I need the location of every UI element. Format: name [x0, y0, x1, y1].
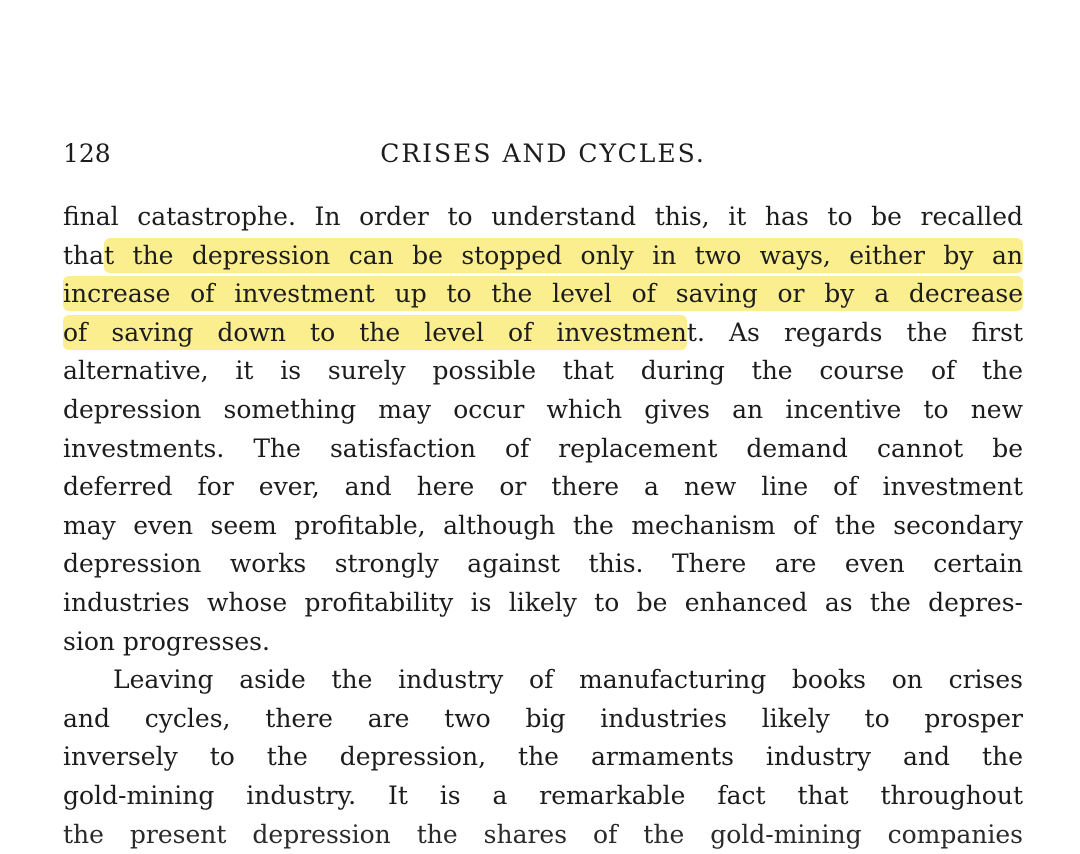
text-line: and cycles, there are two big industries likely to prosper — [63, 703, 1023, 733]
text-line: depression works strongly against this. There are even certain — [63, 549, 1023, 579]
text-line: investments. The satisfaction of replacement demand cannot be — [63, 433, 1023, 463]
highlighted-text: increase of investment up to the level of saving or by a decrease — [63, 276, 1023, 311]
text-line: final catastrophe. In order to understand this, it has to be recalled — [63, 202, 1023, 231]
text-line — [63, 275, 1023, 314]
text-line: gold-mining industry. It is a remarkable fact that throughout — [63, 780, 1023, 810]
highlighted-text: of saving down to the level of investmen — [63, 315, 687, 350]
text-line: depression something may occur which gives an incentive to new — [63, 394, 1023, 424]
paragraph-1 — [63, 198, 1023, 661]
text-line: inversely to the depression, the armaments industry and the — [63, 742, 1023, 772]
text-line: sion progresses. — [63, 626, 270, 656]
text-line: deferred for ever, and here or there a new line of investment — [63, 472, 1023, 502]
text-line — [63, 314, 1023, 353]
text-line: alternative, it is surely possible that during the course of the — [63, 356, 1023, 386]
text-line-cut-off: the present depression the shares of the gold-mining companies — [63, 819, 1023, 849]
text-line — [63, 237, 1023, 276]
page-number: 128 — [63, 139, 111, 168]
text-line: Leaving aside the industry of manufacturing books on crises — [113, 665, 1023, 695]
running-title: CRISES AND CYCLES. — [380, 139, 706, 168]
text-segment: tha — [63, 240, 105, 270]
paragraph-2 — [63, 661, 1023, 849]
running-head — [63, 134, 1023, 174]
text-segment: t. As regards the first — [686, 317, 1023, 347]
body-text — [63, 198, 1023, 849]
highlighted-text: t the depression can be stopped only in two ways, either by an — [104, 238, 1023, 273]
text-line: industries whose profitability is likely to be enhanced as the depres- — [63, 587, 1023, 617]
text-line: may even seem profitable, although the mechanism of the secondary — [63, 510, 1023, 540]
